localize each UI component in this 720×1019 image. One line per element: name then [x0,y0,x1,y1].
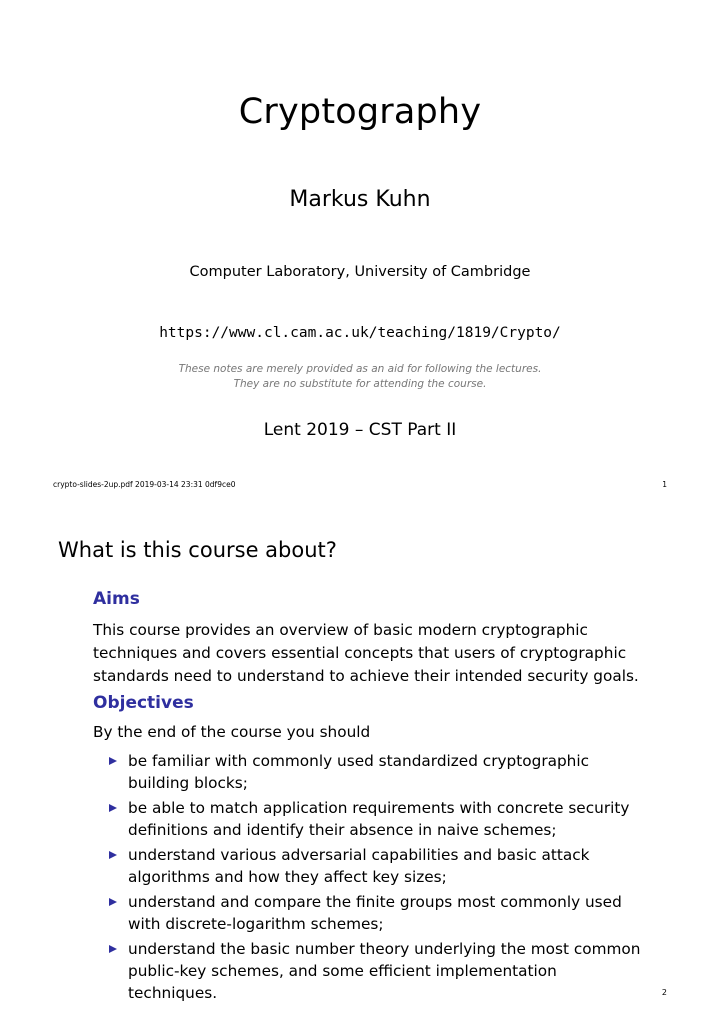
aims-heading: Aims [93,589,140,609]
bullet-triangle-icon [109,804,117,812]
objective-text: be familiar with commonly used standardized cryptographic building blocks; [128,752,590,792]
objectives-intro: By the end of the course you should [93,723,371,741]
list-item [108,750,648,794]
list-item [108,938,648,1004]
aims-text: This course provides an overview of basic modern cryptographic techniques and covers essential concepts that users of cryptographic standards need to understand to achieve their intended security goals. [93,621,639,685]
bullet-triangle-icon [109,851,117,859]
term-label: Lent 2019 – CST Part II [263,420,457,440]
author-name: Markus Kuhn [289,187,431,212]
objective-text: understand various adversarial capabilities and basic attack algorithms and how they affect key sizes; [128,846,590,886]
objective-text: be able to match application requirements with concrete security definitions and identify their absence in naive schemes; [128,799,630,839]
title-slide [0,0,720,500]
course-url-link[interactable]: https://www.cl.cam.ac.uk/teaching/1819/Crypto/ [159,325,561,341]
bullet-triangle-icon [109,757,117,765]
objectives-heading: Objectives [93,693,194,713]
slide-footer: crypto-slides-2up.pdf 2019-03-14 23:31 0df9ce0 [53,480,236,489]
course-overview-slide [0,500,720,1019]
list-item [108,844,648,888]
list-item [108,891,648,935]
frame-title: What is this course about? [58,538,337,562]
list-item [108,797,648,841]
objective-text: understand the basic number theory underlying the most common public-key schemes, and some efficient implementation techniques. [128,940,641,1002]
page-number: 1 [662,480,667,489]
objectives-list [108,750,648,1007]
institution: Computer Laboratory, University of Cambridge [189,264,531,280]
bullet-triangle-icon [109,898,117,906]
objective-text: understand and compare the finite groups most commonly used with discrete-logarithm schemes; [128,893,622,933]
disclaimer-line-1: These notes are merely provided as an aid for following the lectures. [178,363,542,375]
slide-title: Cryptography [238,92,482,132]
bullet-triangle-icon [109,945,117,953]
page-number: 2 [661,988,667,997]
disclaimer-line-2: They are no substitute for attending the course. [233,378,487,390]
